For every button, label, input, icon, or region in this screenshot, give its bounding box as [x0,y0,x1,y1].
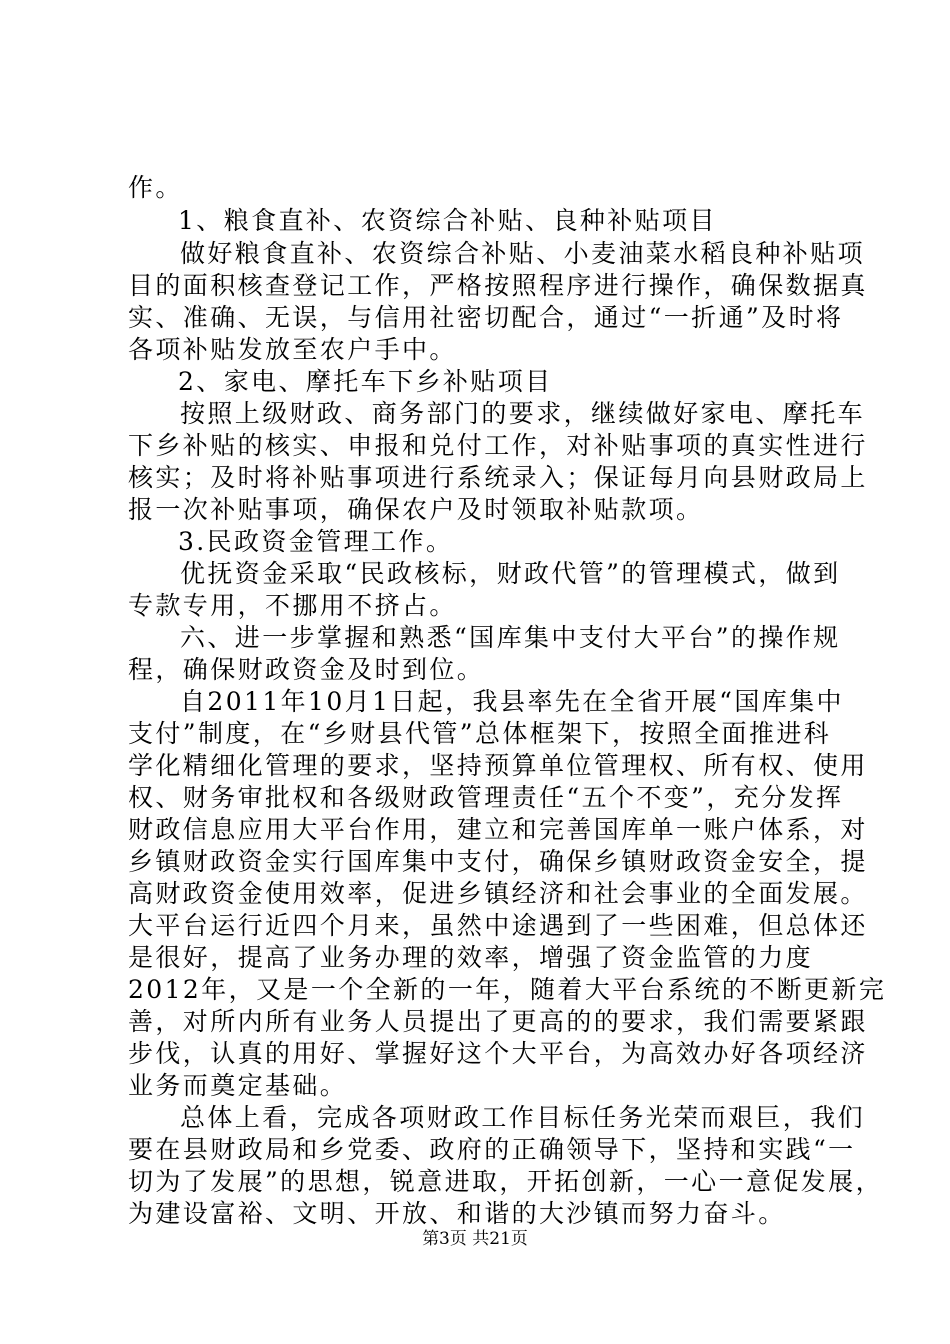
text-line: 步伐，认真的用好、掌握好这个大平台，为高效办好各项经济 [128,1039,868,1068]
page-number-footer: 第3页 共21页 [422,1229,528,1249]
text-line: 大平台运行近四个月来，虽然中途遇到了一些困难，但总体还 [128,911,868,940]
text-line: 总体上看，完成各项财政工作目标任务光荣而艰巨，我们 [180,1103,866,1132]
text-line: 自2011年10月1日起，我县率先在全省开展“国库集中 [180,687,844,716]
text-line: 程，确保财政资金及时到位。 [128,655,485,684]
text-line: 报一次补贴事项，确保农户及时领取补贴款项。 [128,495,704,524]
text-line: 乡镇财政资金实行国库集中支付，确保乡镇财政资金安全，提 [128,847,868,876]
text-line: 业务而奠定基础。 [128,1071,348,1100]
section-heading: 六、进一步掌握和熟悉“国库集中支付大平台”的操作规 [180,623,841,652]
text-line: 各项补贴发放至农户手中。 [128,335,457,364]
text-line: 按照上级财政、商务部门的要求，继续做好家电、摩托车 [180,399,866,428]
text-line: 要在县财政局和乡党委、政府的正确领导下，坚持和实践“一 [128,1135,856,1164]
text-line: 专款专用，不挪用不挤占。 [128,591,457,620]
text-line: 权、财务审批权和各级财政管理责任“五个不变”，充分发挥 [128,783,844,812]
text-line: 支付”制度，在“乡财县代管”总体框架下，按照全面推进科 [128,719,832,748]
text-line: 高财政资金使用效率，促进乡镇经济和社会事业的全面发展。 [128,879,868,908]
text-line: 优抚资金采取“民政核标，财政代管”的管理模式，做到 [180,559,841,588]
text-line: 目的面积核查登记工作，严格按照程序进行操作，确保数据真 [128,271,868,300]
text-line: 核实；及时将补贴事项进行系统录入；保证每月向县财政局上 [128,463,868,492]
text-line: 切为了发展”的思想，锐意进取，开拓创新，一心一意促发展， [128,1167,883,1196]
text-line: 善，对所内所有业务人员提出了更高的的要求，我们需要紧跟 [128,1007,868,1036]
text-line: 作。 [128,173,183,202]
section-heading: 2、家电、摩托车下乡补贴项目 [178,367,553,396]
section-heading: 3.民政资金管理工作。 [178,527,454,556]
text-line: 为建设富裕、文明、开放、和谐的大沙镇而努力奋斗。 [128,1199,786,1228]
text-line: 做好粮食直补、农资综合补贴、小麦油菜水稻良种补贴项 [180,239,866,268]
text-line: 2012年，又是一个全新的一年，随着大平台系统的不断更新完 [128,975,887,1004]
text-line: 实、准确、无误，与信用社密切配合，通过“一折通”及时将 [128,303,844,332]
text-line: 是很好，提高了业务办理的效率，增强了资金监管的力度 [128,943,814,972]
section-heading: 1、粮食直补、农资综合补贴、良种补贴项目 [178,206,717,235]
text-line: 财政信息应用大平台作用，建立和完善国库单一账户体系，对 [128,815,868,844]
text-line: 学化精细化管理的要求，坚持预算单位管理权、所有权、使用 [128,751,868,780]
text-line: 下乡补贴的核实、申报和兑付工作，对补贴事项的真实性进行 [128,431,868,460]
